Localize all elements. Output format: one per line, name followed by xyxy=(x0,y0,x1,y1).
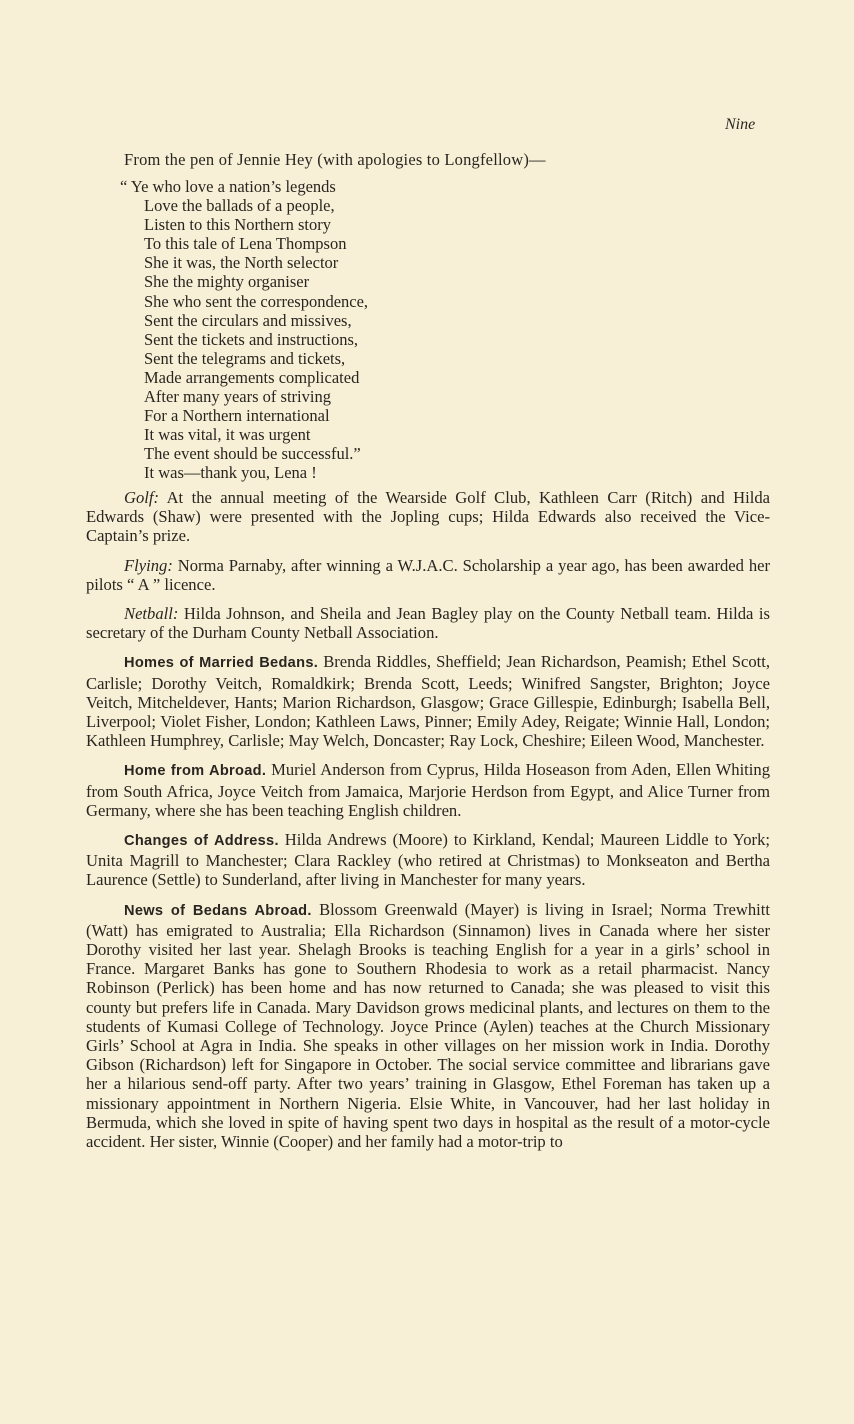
section-text: Muriel Anderson from Cyprus, Hilda Hoseason from Aden, Ellen Whiting from South Africa, Joyce Veitch from Jamaica, Marjorie Herdson from Egypt, and Alice Turner from Germany, where she has been teaching English children. xyxy=(86,760,770,820)
section-golf xyxy=(86,488,770,546)
poem-line: Love the ballads of a people, xyxy=(144,196,335,216)
poem-line: It was vital, it was urgent xyxy=(144,425,311,445)
poem-line: She the mighty organiser xyxy=(144,272,310,292)
poem-line: Sent the tickets and instructions, xyxy=(144,329,359,349)
section-heading: Changes of Address. xyxy=(124,833,279,850)
section-text: Brenda Riddles, Sheffield; Jean Richardson, Peamish; Ethel Scott, Carlisle; Dorothy Veitch, Romaldkirk; Brenda Scott, Leeds; Winifred Sangster, Brighton; Joyce Veitch, Mitcheldever, Hants; Marion Richardson, Glasgow; Grace Gillespie, Edinburgh; Isabella Bell, Liverpool; Violet Fisher, London; Kathleen Laws, Pinner; Emily Adey, Reigate; Winnie Hall, London; Kathleen Humphrey, Carlisle; May Welch, Doncaster; Ray Lock, Cheshire; Eileen Wood, Manchester. xyxy=(86,652,770,751)
section-text: At the annual meeting of the Wearside Golf Club, Kathleen Carr (Ritch) and Hilda Edwards (Shaw) were presented with the Jopling cups; Hilda Edwards also received the Vice-Captain’s prize. xyxy=(86,488,770,546)
section-heading: Netball: xyxy=(124,604,179,624)
poem-line: To this tale of Lena Thompson xyxy=(144,234,347,254)
poem-line: Listen to this Northern story xyxy=(144,215,331,235)
section-news-abroad xyxy=(86,900,770,1152)
poem-line: For a Northern international xyxy=(144,406,330,426)
poem-intro: From the pen of Jennie Hey (with apologies to Longfellow)— xyxy=(124,150,546,169)
poem-line: She it was, the North selector xyxy=(144,253,339,273)
section-netball xyxy=(86,604,770,642)
section-text: Norma Parnaby, after winning a W.J.A.C. Scholarship a year ago, has been awarded her pilots “ A ” licence. xyxy=(86,555,771,594)
poem-line: Sent the telegrams and tickets, xyxy=(144,348,346,368)
section-text: Hilda Johnson, and Sheila and Jean Bagley play on the County Netball team. Hilda is secretary of the Durham County Netball Association. xyxy=(86,604,770,643)
page-number: Nine xyxy=(725,116,756,133)
poem xyxy=(120,177,368,483)
section-heading: News of Bedans Abroad. xyxy=(124,902,312,919)
section-text: Blossom Greenwald (Mayer) is living in Israel; Norma Trewhitt (Watt) has emigrated to Australia; Ella Richardson (Sinnamon) lives in Canada where her sister Dorothy visited her last year. Shelagh Brooks is teaching English for a year in a girls’ school in France. Margaret Banks has gone to Southern Rhodesia to work as a retail pharmacist. Nancy Robinson (Perlick) has been home and has now returned to Canada; she was pleased to visit this county but prefers life in Canada. Mary Davidson grows medicinal plants, and lectures on them to the students of Kumasi College of Technology. Joyce Prince (Aylen) teaches at the Church Missionary Girls’ School at Agra in India. She speaks in other villages on her mission work in India. Dorothy Gibson (Richardson) left for Singapore in October. The social service committee and librarians gave her a hilarious send-off party. After two years’ training in Glasgow, Ethel Foreman has taken up a missionary appointment in Northern Nigeria. Elsie White, in Vancouver, had her last holiday in Bermuda, which she loved in spite of having spent two days in hospital as the result of a motor-cycle accident. Her sister, Winnie (Cooper) and her family had a motor-trip to xyxy=(86,899,770,1152)
section-flying xyxy=(86,556,770,594)
poem-line: The event should be successful.” xyxy=(144,444,361,464)
poem-line: Made arrangements complicated xyxy=(144,367,360,387)
poem-line: After many years of striving xyxy=(144,387,331,407)
section-married-bedans xyxy=(86,652,770,750)
poem-line: “ Ye who love a nation’s legends xyxy=(120,177,336,196)
news-body xyxy=(86,488,770,1161)
section-heading: Home from Abroad. xyxy=(124,763,267,780)
poem-line: She who sent the correspondence, xyxy=(144,291,369,311)
section-heading: Homes of Married Bedans. xyxy=(124,655,319,672)
poem-line: It was—thank you, Lena ! xyxy=(144,463,317,483)
section-home-from-abroad xyxy=(86,760,770,820)
poem-line: Sent the circulars and missives, xyxy=(144,310,352,330)
section-changes-of-address xyxy=(86,830,770,890)
section-heading: Flying: xyxy=(124,555,173,575)
section-heading: Golf: xyxy=(124,488,160,507)
section-text: Hilda Andrews (Moore) to Kirkland, Kendal; Maureen Liddle to York; Unita Magrill to Manchester; Clara Rackley (who retired at Christmas) to Monkseaton and Bertha Laurence (Settle) to Sunderland, after living in Manchester for many years. xyxy=(86,830,770,890)
